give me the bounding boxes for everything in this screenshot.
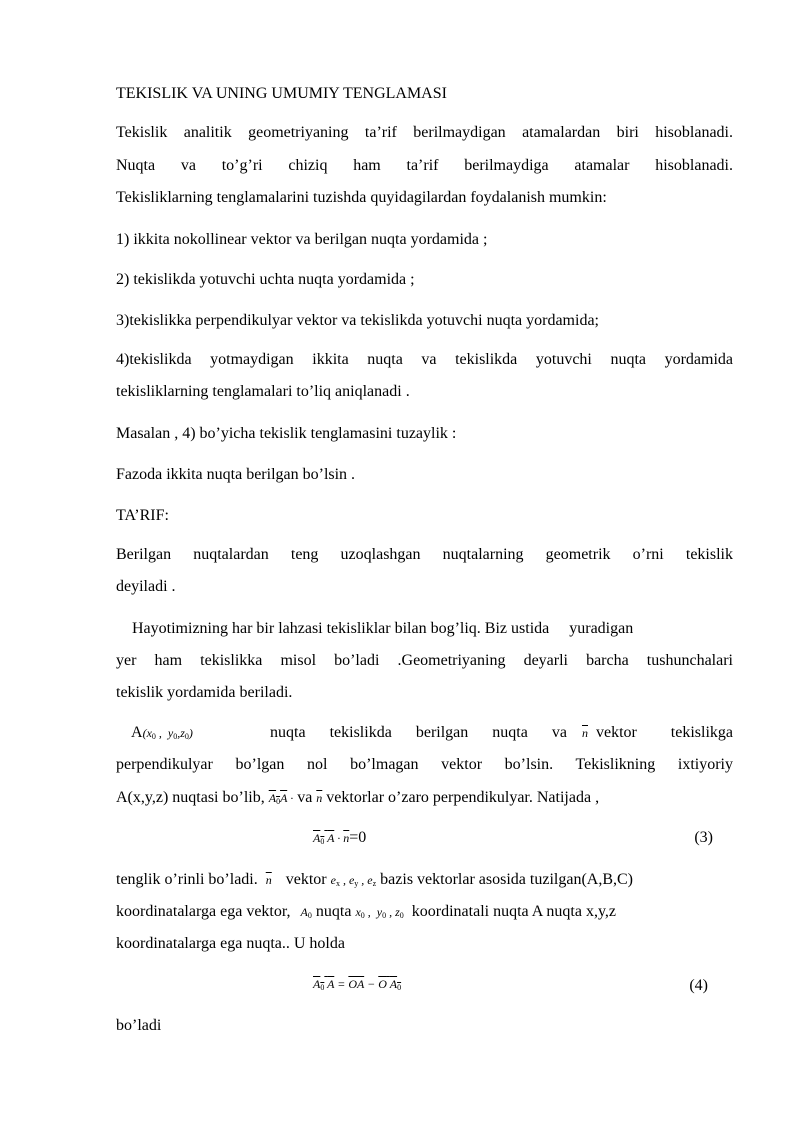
list-item: tekisliklarning tenglamalari to’liq aniqlanadi .	[116, 383, 410, 400]
point-a0-symbol: $A_0$	[300, 905, 312, 920]
list-item: 3)tekislikka perpendikulyar vektor va tekislikda yotuvchi nuqta yordamida;	[116, 312, 599, 329]
point-coordinates-symbol: $x_0$ , $y_0$ , $z_0$	[355, 905, 404, 920]
paragraph-line: tenglik o’rinli bo’ladi. $\overline{n}$ vektor $e_x$ , $e_y$ , $e_z$ bazis vektorlar asosida tuzilgan(A,B,C)	[116, 871, 633, 888]
paragraph-line: tekislik yordamida beriladi.	[116, 684, 293, 701]
list-item: 4)tekislikda yotmaydigan ikkita nuqta va tekislikda yotuvchi nuqta yordamida	[116, 351, 733, 368]
paragraph-line: vektor tekislikga	[596, 724, 733, 741]
normal-vector-symbol: $\overline{n}$	[265, 873, 272, 887]
paragraph-line: bo’ladi	[116, 1017, 162, 1034]
paragraph-line: yer ham tekislikka misol bo’ladi .Geometriyaning deyarli barcha tushunchalari	[116, 652, 733, 669]
definition-line: deyiladi .	[116, 578, 176, 595]
paragraph-line: Hayotimizning har bir lahzasi tekisliklar bilan bog’liq. Biz ustida yuradigan	[116, 620, 634, 637]
paragraph-line: Masalan , 4) bo’yicha tekislik tenglamasini tuzaylik :	[116, 425, 457, 442]
paragraph-line: koordinatalarga ega vektor, $A_0$ nuqta $x_0$ , $y_0$ , $z_0$ koordinatali nuqta A nuqta x,y,z	[116, 903, 617, 920]
list-item: 2) tekislikda yotuvchi uchta nuqta yordamida ;	[116, 271, 415, 288]
normal-vector-symbol: $\overline{n}$	[582, 726, 588, 740]
paragraph-line: perpendikulyar bo’lgan nol bo’lmagan vektor bo’lsin. Tekislikning ixtiyoriy	[116, 756, 733, 773]
section-heading: TA’RIF:	[116, 507, 169, 524]
list-item: 1) ikkita nokollinear vektor va berilgan nuqta yordamida ;	[116, 231, 488, 248]
equation-4: $A_0$ $A = \overline{OA} - O$ $A_0$	[313, 977, 402, 992]
basis-vectors-symbol: $e_x$ , $e_y$ , $e_z$	[330, 873, 377, 888]
equation-number: (3)	[694, 829, 713, 846]
paragraph-line: Nuqta va to’g’ri chiziq ham ta’rif berilmaydiga atamalar hisoblanadi.	[116, 157, 733, 174]
normal-vector-symbol: $\overline{n}$	[316, 791, 323, 805]
document-title: TEKISLIK VA UNING UMUMIY TENGLAMASI	[116, 85, 447, 102]
paragraph-line: Tekisliklarning tenglamalarini tuzishda quyidagilardan foydalanish mumkin:	[116, 189, 607, 206]
paragraph-line: nuqta tekislikda berilgan nuqta va	[270, 724, 567, 741]
paragraph-line: koordinatalarga ega nuqta.. U holda	[116, 935, 345, 952]
equation-3: $A_0$ $A \cdot \overline{n}=0$	[313, 829, 367, 846]
point-a0-formula: $A(x_0$ , $y_0,z_0$)	[131, 724, 193, 741]
paragraph-line: A(x,y,z) nuqtasi bo’lib, $A_0A$ · va $\overline{n}$ vektorlar o’zaro perpendikulyar. Natijada ,	[116, 789, 600, 806]
definition-line: Berilgan nuqtalardan teng uzoqlashgan nuqtalarning geometrik o’rni tekislik	[116, 546, 733, 563]
paragraph-line: Tekislik analitik geometriyaning ta’rif berilmaydigan atamalardan biri hisoblanadi.	[116, 124, 733, 141]
vector-a0a-symbol: $A_0A$ ·	[268, 791, 294, 806]
equation-number: (4)	[689, 977, 708, 994]
paragraph-line: Fazoda ikkita nuqta berilgan bo’lsin .	[116, 466, 356, 483]
